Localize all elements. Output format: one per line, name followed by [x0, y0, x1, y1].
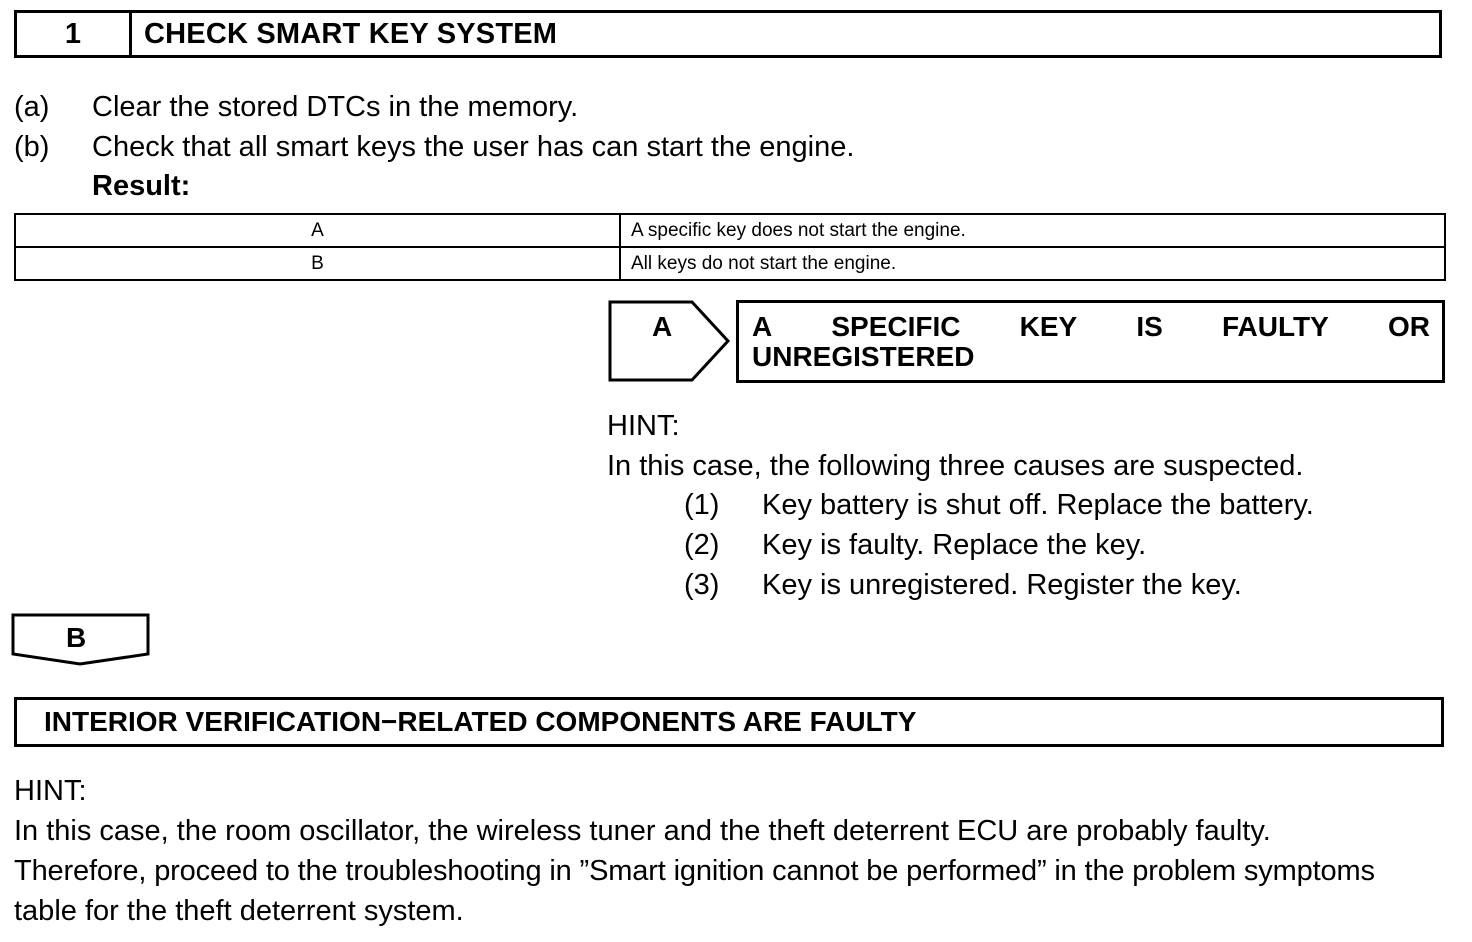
branch-a-result-line2: UNREGISTERED [752, 341, 975, 372]
result-table [14, 213, 1446, 281]
branch-a-label: A [652, 311, 673, 342]
branch-a-result-line1 [752, 312, 1430, 342]
result-word: IS [1136, 311, 1163, 342]
step-header [14, 10, 1442, 58]
branch-b-hint-label: HINT: [14, 775, 87, 807]
result-word: KEY [1019, 311, 1078, 342]
table-row [15, 247, 1445, 280]
cause-text: Key is unregistered. Register the key. [762, 569, 1242, 601]
branch-a-hint-intro: In this case, the following three causes are suspected. [607, 450, 1304, 482]
result-label: Result: [92, 170, 191, 202]
cause-text: Key battery is shut off. Replace the battery. [762, 489, 1314, 521]
instruction-text: Check that all smart keys the user has can start the engine. [92, 131, 855, 163]
result-word: FAULTY [1221, 311, 1329, 342]
result-word: OR [1387, 311, 1430, 342]
result-word: SPECIFIC [831, 311, 961, 342]
cause-item [684, 485, 1314, 525]
cause-text: Key is faulty. Replace the key. [762, 529, 1147, 561]
branch-b-label: B [66, 622, 87, 653]
branch-b-hint-line: table for the theft deterrent system. [14, 895, 464, 927]
branch-b-hint-line: Therefore, proceed to the troubleshooting in ”Smart ignition cannot be performed” in the problem symptoms [14, 855, 1375, 887]
cause-item [684, 565, 1242, 605]
table-row [15, 214, 1445, 247]
branch-a-result-box [736, 300, 1445, 383]
result-code: B [15, 247, 620, 280]
step-title: CHECK SMART KEY SYSTEM [144, 17, 558, 50]
branch-b-hint-line: In this case, the room oscillator, the wireless tuner and the theft deterrent ECU are probably faulty. [14, 815, 1271, 847]
step-number: 1 [17, 13, 132, 55]
cause-marker: (2) [684, 529, 720, 561]
cause-marker: (3) [684, 569, 720, 601]
instruction-marker: (a) [14, 91, 50, 123]
result-description: All keys do not start the engine. [620, 247, 1445, 280]
cause-marker: (1) [684, 489, 720, 521]
branch-b-result-box: INTERIOR VERIFICATION−RELATED COMPONENTS ARE FAULTY [14, 697, 1444, 747]
instruction-text: Clear the stored DTCs in the memory. [92, 91, 579, 123]
result-code: A [15, 214, 620, 247]
instruction-marker: (b) [14, 131, 50, 163]
result-word: A [752, 311, 773, 342]
instruction-b [14, 127, 854, 167]
branch-a-hint-label: HINT: [607, 410, 680, 442]
cause-item [684, 525, 1146, 565]
instruction-a [14, 87, 578, 127]
result-description: A specific key does not start the engine. [620, 214, 1445, 247]
